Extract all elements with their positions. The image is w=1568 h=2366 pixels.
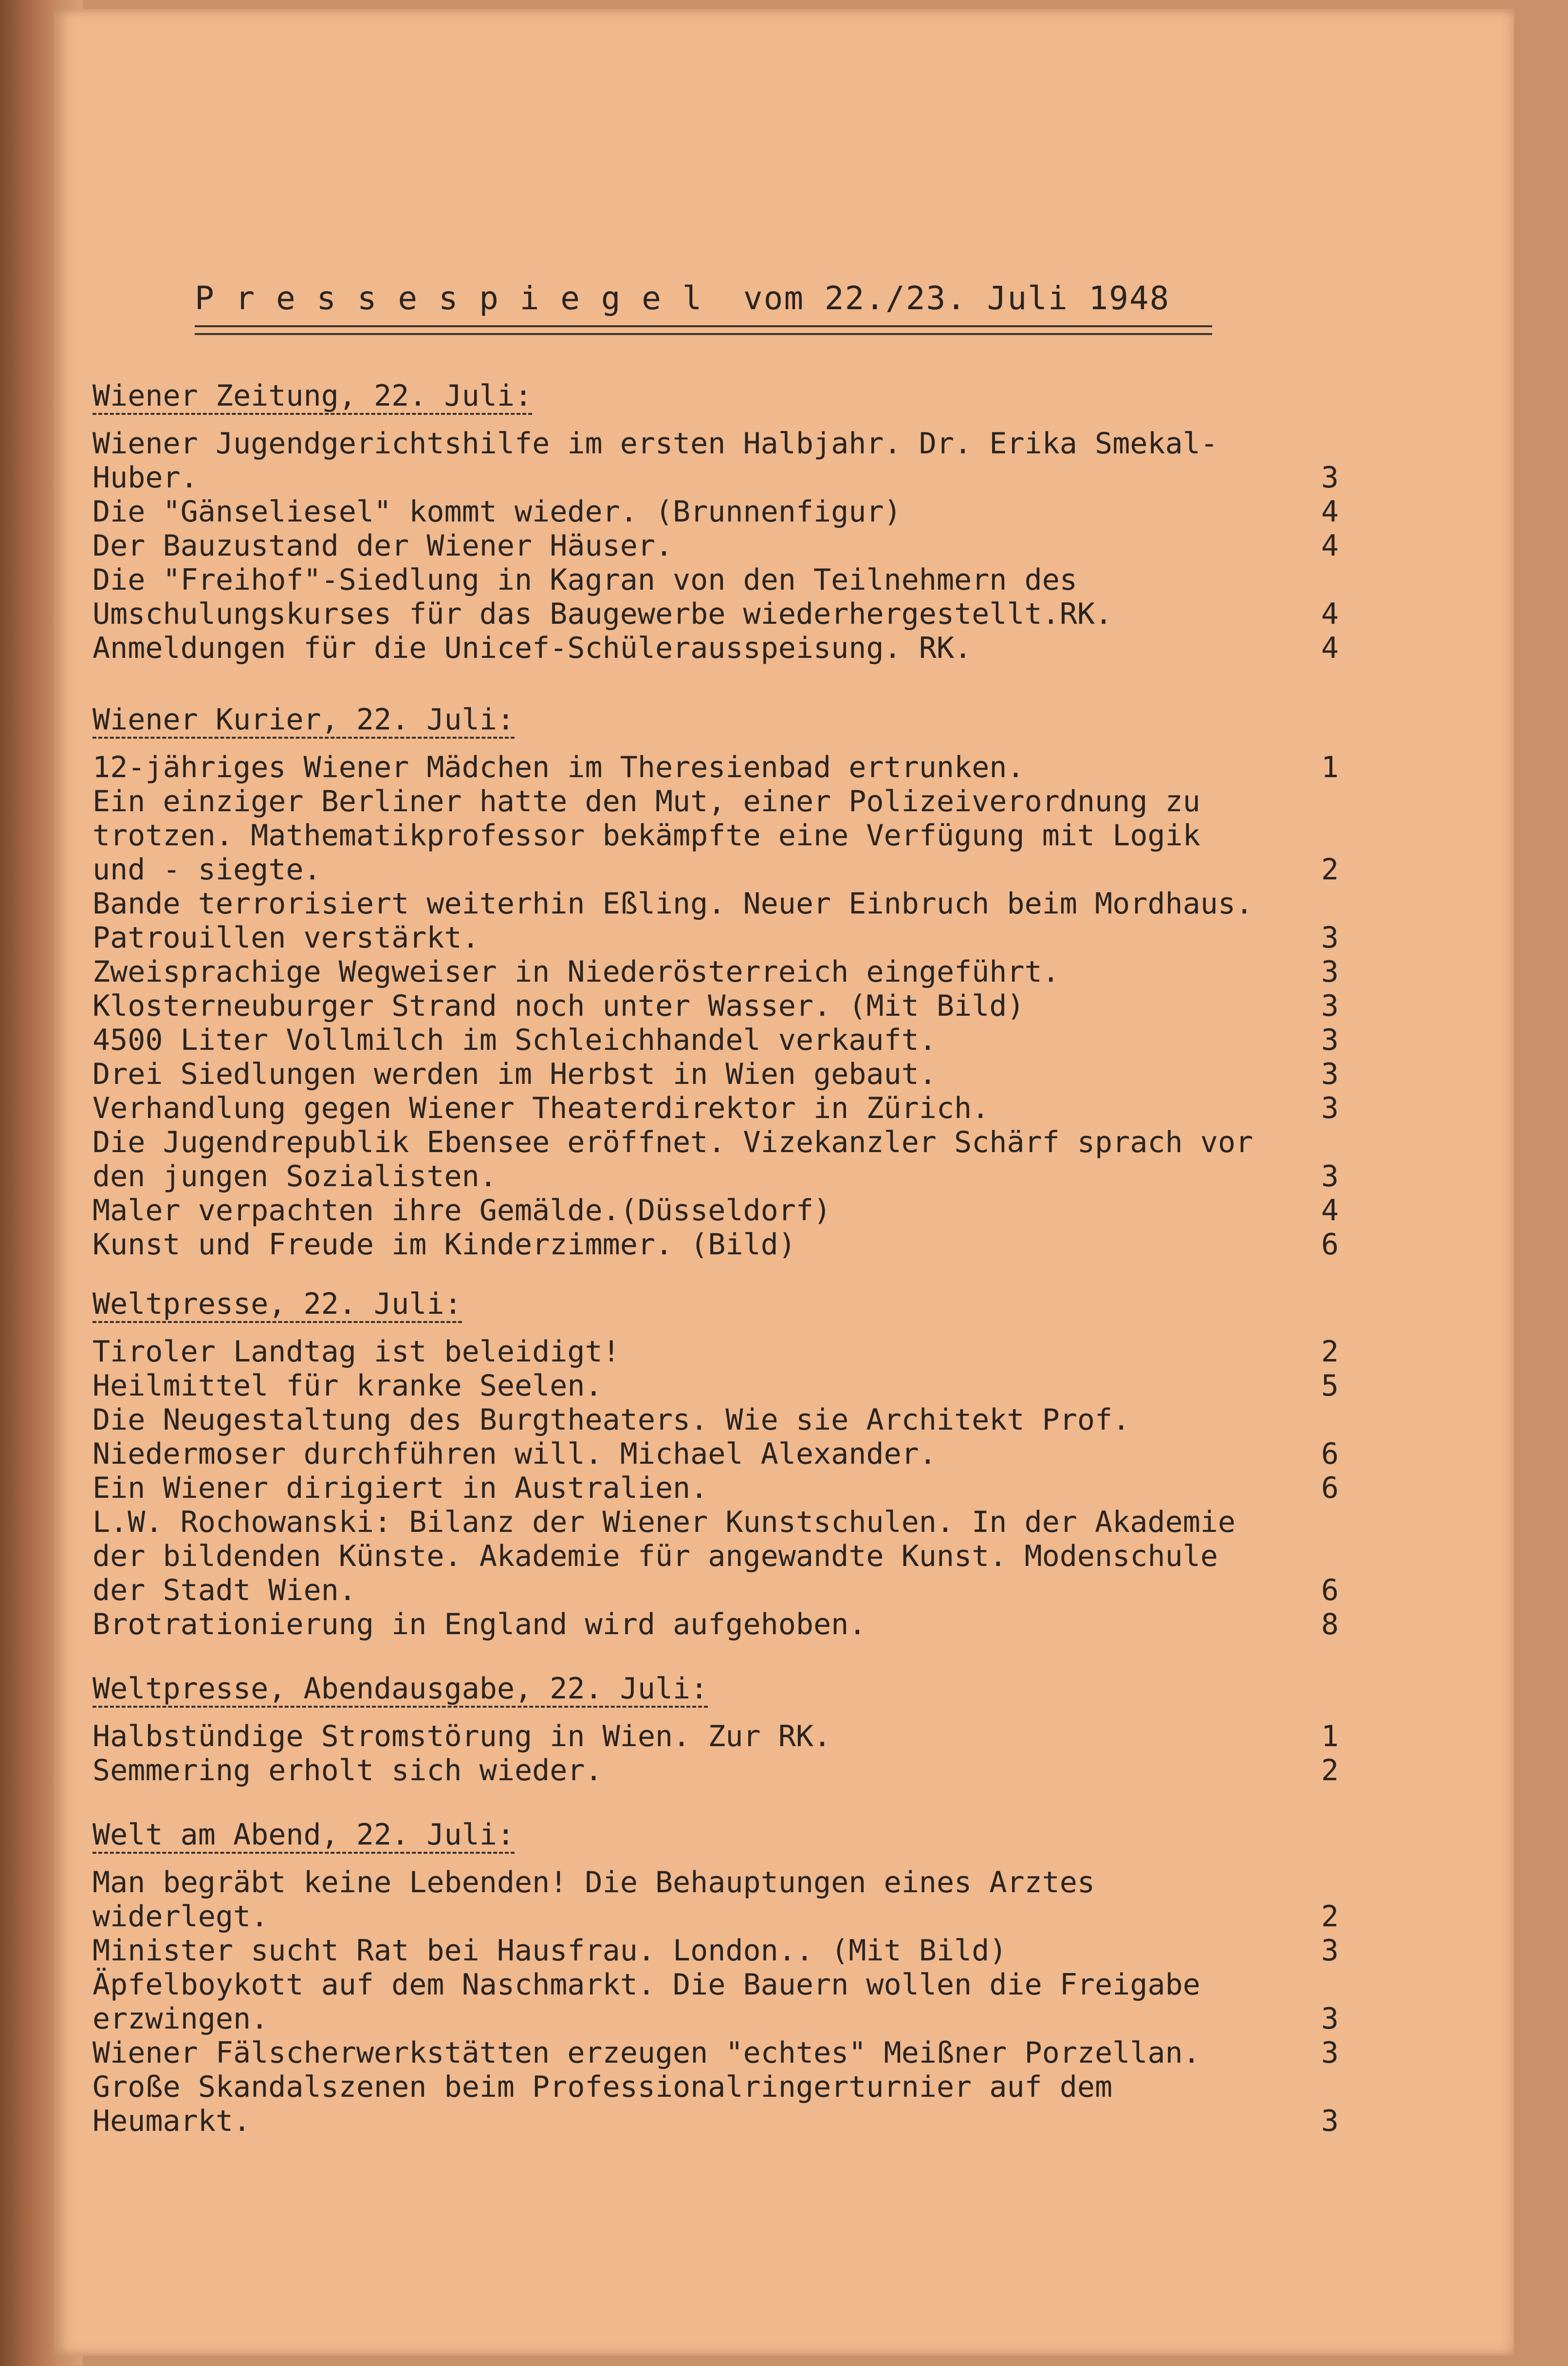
page-number: 4 [1321, 529, 1339, 563]
entry-title: 12-jähriges Wiener Mädchen im Theresienbad ertrunken. [92, 750, 1025, 784]
entry-title: 4500 Liter Vollmilch im Schleichhandel verkauft. [92, 1023, 937, 1057]
section-weltpresse-abendausgabe [92, 1672, 1339, 1788]
page-number: 3 [1321, 461, 1339, 495]
entry-title: Bande terrorisiert weiterhin Eßling. Neuer Einbruch beim Mordhaus. Patrouillen verstärkt. [92, 887, 1271, 955]
page-number: 3 [1321, 2036, 1339, 2070]
page-number: 3 [1321, 1057, 1339, 1091]
document-page [54, 9, 1514, 2356]
entry-title: Anmeldungen für die Unicef-Schülerausspeisung. RK. [92, 631, 972, 665]
entry-title: Äpfelboykott auf dem Naschmarkt. Die Bauern wollen die Freigabe erzwingen. [92, 1968, 1218, 2036]
page-number: 6 [1321, 1437, 1339, 1471]
page-number: 8 [1321, 1607, 1339, 1641]
page-number: 3 [1321, 2104, 1339, 2138]
entry-row [92, 2070, 1339, 2138]
page-title: P r e s s e s p i e g e l vom 22./23. Juli 1948 [195, 279, 1170, 317]
entry-row [92, 1125, 1339, 1193]
entry-title: Klosterneuburger Strand noch unter Wasser. (Mit Bild) [92, 989, 1025, 1023]
entry-title: Kunst und Freude im Kinderzimmer. (Bild) [92, 1228, 796, 1262]
section-weltpresse [92, 1287, 1339, 1641]
entry-title: Ein einziger Berliner hatte den Mut, einer Polizeiverordnung zu trotzen. Mathematikprofessor bekämpfte eine Verfügung mit Logik und - siegte. [92, 784, 1218, 887]
entry-row [92, 1023, 1339, 1057]
entry-title: Die Neugestaltung des Burgtheaters. Wie sie Architekt Prof. Niedermoser durchführen will. Michael Alexander. [92, 1403, 1148, 1471]
page-number: 3 [1321, 1934, 1339, 1968]
entry-title: Tiroler Landtag ist beleidigt! [92, 1335, 620, 1369]
entry-title: Die Jugendrepublik Ebensee eröffnet. Vizekanzler Schärf sprach vor den jungen Sozialisten. [92, 1125, 1271, 1193]
page-number: 2 [1321, 853, 1339, 887]
entry-row [92, 2036, 1339, 2070]
entry-row [92, 563, 1339, 631]
entry-row [92, 887, 1339, 955]
page-number: 2 [1321, 1900, 1339, 1934]
entry-row [92, 1607, 1339, 1641]
entry-row [92, 1369, 1339, 1403]
page-number: 3 [1321, 955, 1339, 989]
page-number: 4 [1321, 495, 1339, 529]
entry-title: L.W. Rochowanski: Bilanz der Wiener Kunstschulen. In der Akademie der bildenden Künste. Akademie für angewandte Kunst. Modenschule der Stadt Wien. [92, 1505, 1254, 1607]
section-wiener-zeitung [92, 379, 1339, 665]
entry-row [92, 1719, 1339, 1753]
entry-title: Wiener Fälscherwerkstätten erzeugen "echtes" Meißner Porzellan. [92, 2036, 1200, 2070]
section-welt-am-abend [92, 1818, 1339, 2138]
title-double-rule [195, 325, 1212, 335]
entry-title: Maler verpachten ihre Gemälde.(Düsseldorf) [92, 1193, 831, 1228]
entry-title: Man begräbt keine Lebenden! Die Behauptungen eines Arztes widerlegt. [92, 1865, 1113, 1934]
entry-row [92, 1403, 1339, 1471]
section-heading: Weltpresse, Abendausgabe, 22. Juli: [92, 1672, 708, 1708]
page-number: 4 [1321, 597, 1339, 631]
section-wiener-kurier [92, 703, 1339, 1262]
entry-row [92, 529, 1339, 563]
page-number: 1 [1321, 1719, 1339, 1753]
entry-title: Semmering erholt sich wieder. [92, 1753, 603, 1788]
entry-row [92, 427, 1339, 495]
entry-title: Halbstündige Stromstörung in Wien. Zur RK. [92, 1719, 831, 1753]
entry-row [92, 989, 1339, 1023]
entry-row [92, 1091, 1339, 1125]
page-number: 1 [1321, 750, 1339, 784]
page-number: 3 [1321, 989, 1339, 1023]
entry-row [92, 1057, 1339, 1091]
entry-row [92, 1505, 1339, 1607]
page-number: 3 [1321, 1159, 1339, 1193]
entry-title: Wiener Jugendgerichtshilfe im ersten Halbjahr. Dr. Erika Smekal-Huber. [92, 427, 1218, 495]
entry-title: Drei Siedlungen werden im Herbst in Wien gebaut. [92, 1057, 937, 1091]
entry-row [92, 1968, 1339, 2036]
entry-row [92, 750, 1339, 784]
section-heading: Welt am Abend, 22. Juli: [92, 1818, 515, 1854]
section-heading: Wiener Kurier, 22. Juli: [92, 703, 515, 739]
page-number: 4 [1321, 1193, 1339, 1228]
page-number: 3 [1321, 1023, 1339, 1057]
entry-title: Zweisprachige Wegweiser in Niederösterreich eingeführt. [92, 955, 1060, 989]
entry-row [92, 1193, 1339, 1228]
section-heading: Weltpresse, 22. Juli: [92, 1287, 462, 1323]
page-number: 6 [1321, 1228, 1339, 1262]
entry-row [92, 784, 1339, 887]
page-number: 2 [1321, 1335, 1339, 1369]
entry-row [92, 495, 1339, 529]
page-number: 3 [1321, 921, 1339, 955]
entry-row [92, 1934, 1339, 1968]
page-number: 3 [1321, 1091, 1339, 1125]
press-review-document [54, 9, 1514, 2356]
page-number: 5 [1321, 1369, 1339, 1403]
entry-title: Große Skandalszenen beim Professionalringerturnier auf dem Heumarkt. [92, 2070, 1130, 2138]
page-number: 6 [1321, 1471, 1339, 1505]
entry-title: Ein Wiener dirigiert in Australien. [92, 1471, 708, 1505]
entry-title: Die "Gänseliesel" kommt wieder. (Brunnenfigur) [92, 495, 902, 529]
entry-title: Heilmittel für kranke Seelen. [92, 1369, 603, 1403]
entry-row [92, 955, 1339, 989]
entry-title: Minister sucht Rat bei Hausfrau. London.. (Mit Bild) [92, 1934, 1007, 1968]
entry-title: Verhandlung gegen Wiener Theaterdirektor in Zürich. [92, 1091, 990, 1125]
entry-row [92, 1471, 1339, 1505]
page-number: 4 [1321, 631, 1339, 665]
entry-title: Die "Freihof"-Siedlung in Kagran von den Teilnehmern des Umschulungskurses für das Baugewerbe wiederhergestellt.RK. [92, 563, 1113, 631]
entry-row [92, 1335, 1339, 1369]
page-number: 6 [1321, 1573, 1339, 1607]
entry-row [92, 631, 1339, 665]
page-number: 2 [1321, 1753, 1339, 1788]
page-number: 3 [1321, 2002, 1339, 2036]
entry-title: Der Bauzustand der Wiener Häuser. [92, 529, 673, 563]
entry-title: Brotrationierung in England wird aufgehoben. [92, 1607, 867, 1641]
entry-row [92, 1865, 1339, 1934]
entry-row [92, 1753, 1339, 1788]
section-heading: Wiener Zeitung, 22. Juli: [92, 379, 532, 415]
entry-row [92, 1228, 1339, 1262]
